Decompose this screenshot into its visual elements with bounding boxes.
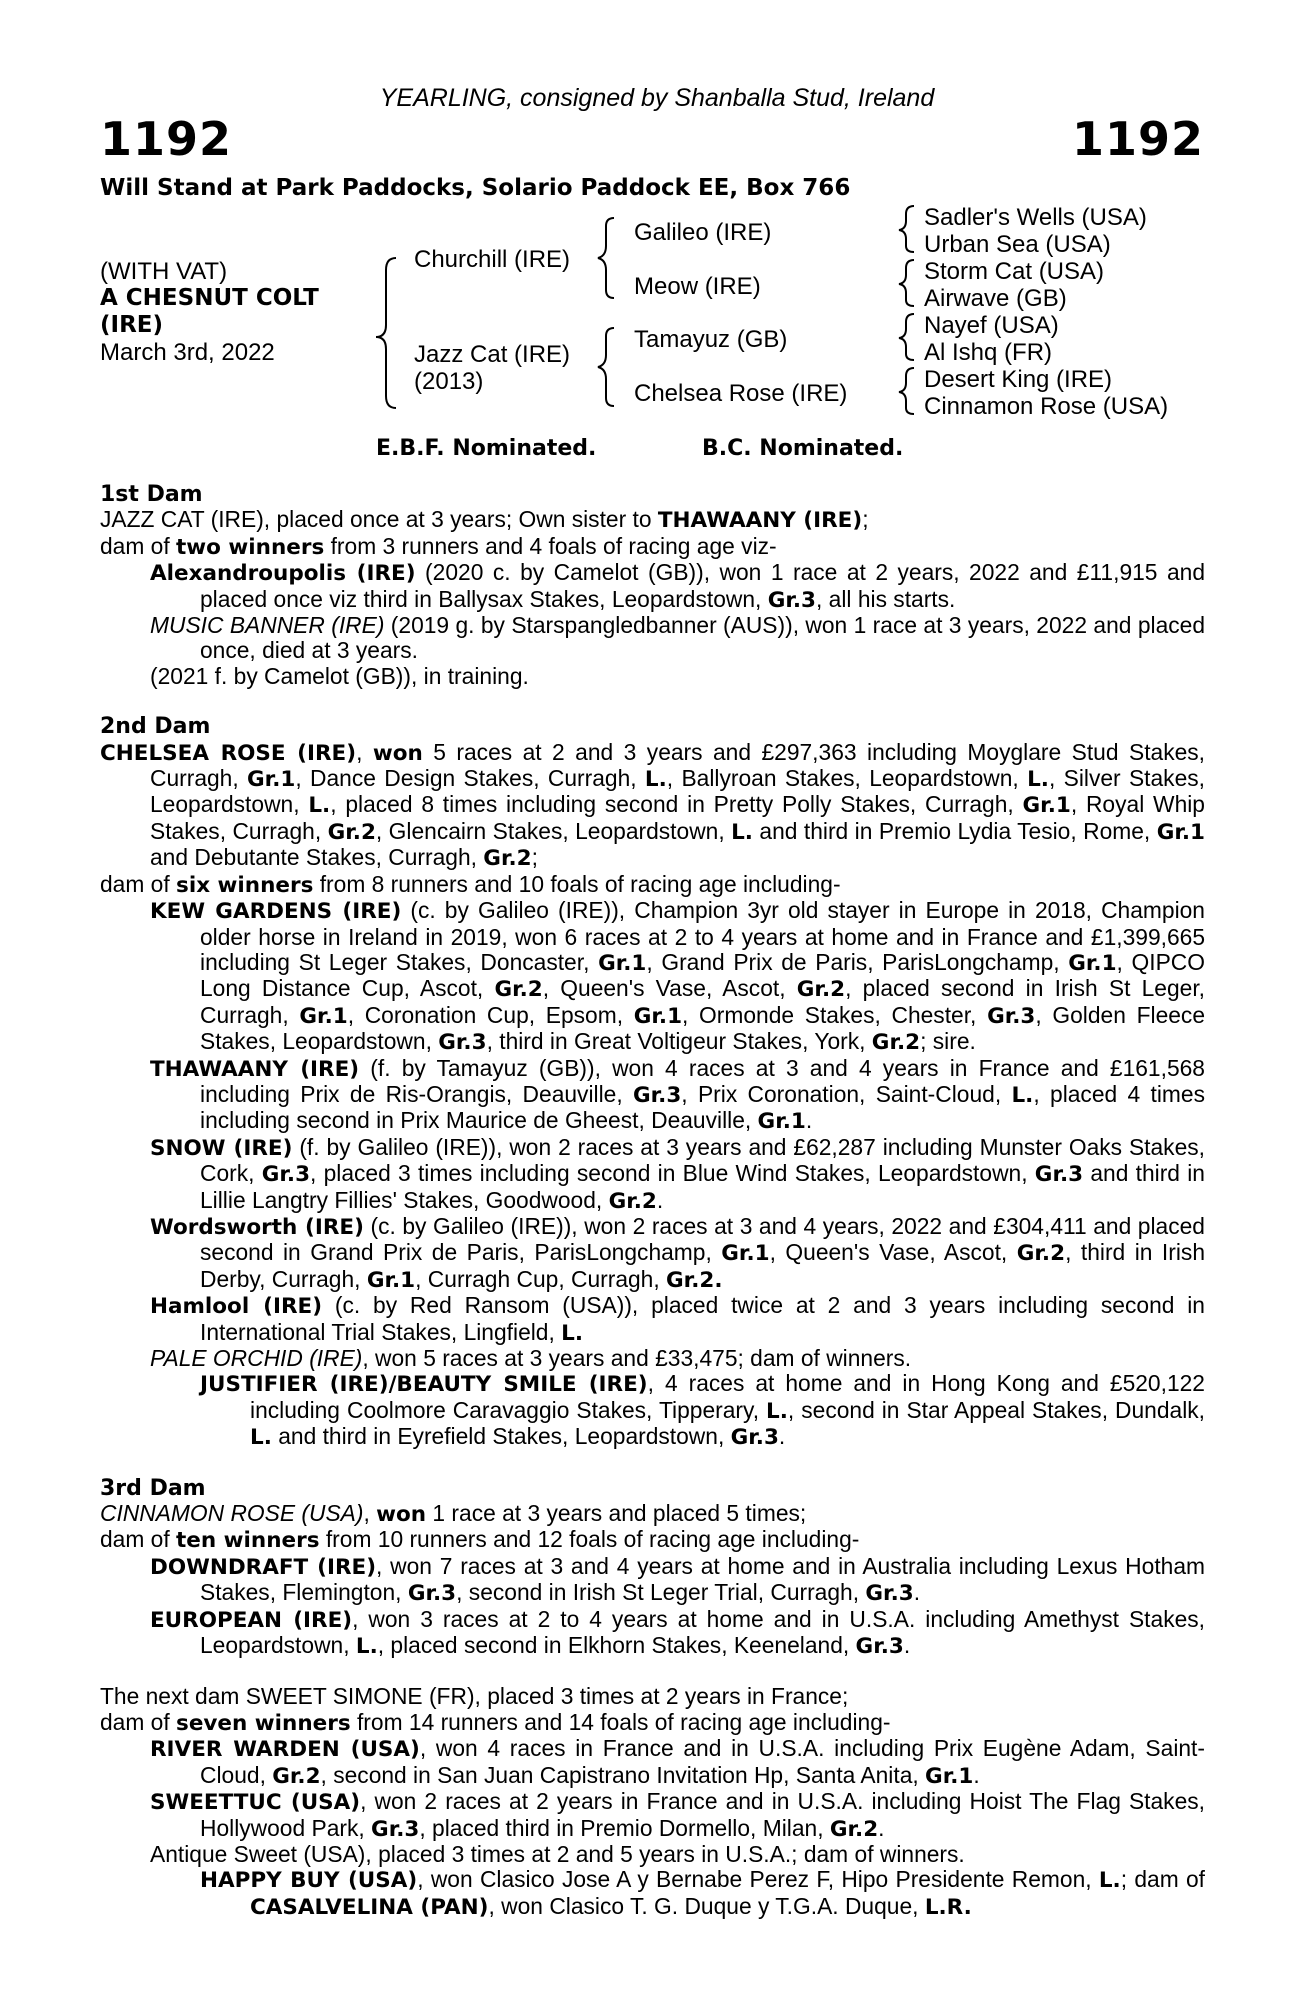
gen3-3: Storm Cat (USA) (924, 258, 1105, 285)
stand-location: Will Stand at Park Paddocks, Solario Paddock EE, Box 766 (100, 175, 851, 201)
progeny-entry: DOWNDRAFT (IRE), won 7 races at 3 and 4 years at home and in Australia including Lexus Hotham Stakes, Flemington, Gr.3, second in Irish St Leger Trial, Curragh, Gr.3. (150, 1552, 1205, 1607)
progeny-entry: RIVER WARDEN (USA), won 4 races in France and in U.S.A. including Prix Eugène Adam, Saint-Cloud, Gr.2, second in San Juan Capistrano Invitation Hp, Santa Anita, Gr.1. (150, 1735, 1205, 1789)
dam-name: Jazz Cat (IRE) (414, 341, 571, 368)
grand-progeny-entry: JUSTIFIER (IRE)/BEAUTY SMILE (IRE), 4 races at home and in Hong Kong and £520,122 including Coolmore Caravaggio Stakes, Tipperary, L., second in Star Appeal Stakes, Dundalk, L. and third in Eyrefield Stakes, Leopardstown, Gr.3. (200, 1370, 1205, 1451)
grand-progeny-entry: HAPPY BUY (USA), won Clasico Jose A y Bernabe Perez F, Hipo Presidente Remon, L.; dam of CASALVELINA (PAN), won Clasico T. G. Duque y T.G.A. Duque, L.R. (200, 1866, 1205, 1920)
second-dam-heading: 2nd Dam (100, 714, 211, 740)
progeny-entry: SWEETTUC (USA), won 2 races at 2 years in France and in U.S.A. including Hoist The Flag Stakes, Hollywood Park, Gr.3, placed third in Premio Dormello, Milan, Gr.2. (150, 1788, 1205, 1842)
second-dam-line: CHELSEA ROSE (IRE), won 5 races at 2 and 3 years and £297,363 including Moyglare Stud Stakes, Curragh, Gr.1, Dance Design Stakes, Curragh, L., Ballyroan Stakes, Leopardstown, L., Silver Stakes, Leopardstown, L., placed 8 times including second in Pretty Polly Stakes, Curragh, Gr.1, Royal Whip Stakes, Curragh, Gr.2, Glencairn Stakes, Leopardstown, L. and third in Premio Lydia Tesio, Rome, Gr.1 and Debutante Stakes, Curragh, Gr.2; (100, 738, 1206, 872)
third-dam-line: CINNAMON ROSE (USA), won 1 race at 3 years and placed 5 times; (100, 1500, 807, 1528)
third-dam-produce: dam of ten winners from 10 runners and 12 foals of racing age including- (100, 1526, 860, 1554)
subject-country: (IRE) (100, 312, 164, 338)
progeny-entry: KEW GARDENS (IRE) (c. by Galileo (IRE)), Champion 3yr old stayer in Europe in 2018, Champion older horse in Ireland in 2019, won 6 races at 2 to 4 years at home and in France and £1,399,665 including St Leger Stakes, Doncaster, Gr.1, Grand Prix de Paris, ParisLongchamp, Gr.1, QIPCO Long Distance Cup, Ascot, Gr.2, Queen's Vase, Ascot, Gr.2, placed second in Irish St Leger, Curragh, Gr.1, Coronation Cup, Epsom, Gr.1, Ormonde Stakes, Chester, Gr.3, Golden Fleece Stakes, Leopardstown, Gr.3, third in Great Voltigeur Stakes, York, Gr.2; sire. (150, 897, 1206, 1056)
fourth-dam-produce: dam of seven winners from 14 runners and 14 foals of racing age including- (100, 1708, 891, 1736)
first-dam-heading: 1st Dam (100, 482, 203, 507)
gen3-4: Airwave (GB) (924, 285, 1067, 312)
progeny-entry: MUSIC BANNER (IRE) (2019 g. by Starspangledbanner (AUS)), won 1 race at 3 years, 2022 and placed once, died at 3 years. (150, 612, 1205, 664)
lot-number-left: 1192 (100, 112, 233, 166)
catalogue-body (100, 482, 1205, 1920)
first-dam-line: JAZZ CAT (IRE), placed once at 3 years; Own sister to THAWAANY (IRE); (100, 506, 869, 534)
fourth-dam-line: The next dam SWEET SIMONE (FR), placed 3 times at 2 years in France; (100, 1683, 849, 1710)
gen3-2: Urban Sea (USA) (924, 231, 1111, 258)
gen3-8: Cinnamon Rose (USA) (924, 393, 1169, 420)
progeny-entry: Wordsworth (IRE) (c. by Galileo (IRE)), won 2 races at 3 and 4 years, 2022 and £304,411 and placed second in Grand Prix de Paris, ParisLongchamp, Gr.1, Queen's Vase, Ascot, Gr.2, third in Irish Derby, Curragh, Gr.1, Curragh Cup, Curragh, Gr.2. (150, 1212, 1205, 1293)
foaling-date: March 3rd, 2022 (100, 339, 275, 366)
gen3-7: Desert King (IRE) (924, 366, 1113, 393)
second-dam-produce: dam of six winners from 8 runners and 10 foals of racing age including- (100, 870, 841, 898)
progeny-entry: Alexandroupolis (IRE) (2020 c. by Camelot (GB)), won 1 race at 2 years, 2022 and £11,915 and placed once viz third in Ballysax Stakes, Leopardstown, Gr.3, all his starts. (150, 559, 1206, 613)
lot-number-right: 1192 (1071, 112, 1204, 166)
gen3-5: Nayef (USA) (924, 312, 1059, 339)
first-dam-produce: dam of two winners from 3 runners and 4 foals of racing age viz- (100, 532, 777, 560)
progeny-entry: EUROPEAN (IRE), won 3 races at 2 to 4 years at home and in U.S.A. including Amethyst Stakes, Leopardstown, L., placed second in Elkhorn Stakes, Keeneland, Gr.3. (150, 1605, 1205, 1660)
progeny-entry: PALE ORCHID (IRE), won 5 races at 3 years and £33,475; dam of winners. (150, 1345, 912, 1371)
vat-note: (WITH VAT) (100, 258, 228, 285)
progeny-entry: (2021 f. by Camelot (GB)), in training. (150, 662, 529, 689)
bc-nominated: B.C. Nominated. (702, 436, 904, 461)
progeny-entry: THAWAANY (IRE) (f. by Tamayuz (GB)), won 4 races at 3 and 4 years in France and £161,568 including Prix de Ris-Orangis, Deauville, Gr.3, Prix Coronation, Saint-Cloud, L., placed 4 times including second in Prix Maurice de Gheest, Deauville, Gr.1. (150, 1054, 1205, 1135)
sire-name: Churchill (IRE) (414, 246, 571, 273)
dam-year: (2013) (414, 368, 484, 395)
third-dam-heading: 3rd Dam (100, 1475, 206, 1501)
gen3-1: Sadler's Wells (USA) (924, 204, 1147, 231)
consignment-line: YEARLING, consigned by Shanballa Stud, Ireland (379, 84, 935, 112)
progeny-entry: Antique Sweet (USA), placed 3 times at 2 and 5 years in U.S.A.; dam of winners. (150, 1840, 965, 1867)
sire-dam: Meow (IRE) (634, 273, 761, 300)
dam-dam: Chelsea Rose (IRE) (634, 380, 848, 407)
dam-sire: Tamayuz (GB) (634, 326, 788, 353)
progeny-entry: SNOW (IRE) (f. by Galileo (IRE)), won 2 races at 3 years and £62,287 including Munster Oaks Stakes, Cork, Gr.3, placed 3 times including second in Blue Wind Stakes, Leopardstown, Gr.3 and third in Lillie Langtry Fillies' Stakes, Goodwood, Gr.2. (150, 1133, 1205, 1214)
gen3-6: Al Ishq (FR) (924, 339, 1053, 366)
ebf-nominated: E.B.F. Nominated. (376, 436, 597, 461)
sire-sire: Galileo (IRE) (634, 219, 772, 246)
progeny-entry: Hamlool (IRE) (c. by Red Ransom (USA)), placed twice at 2 and 3 years including second in International Trial Stakes, Lingfield, L. (150, 1292, 1205, 1346)
subject-name: A CHESNUT COLT (100, 285, 319, 311)
